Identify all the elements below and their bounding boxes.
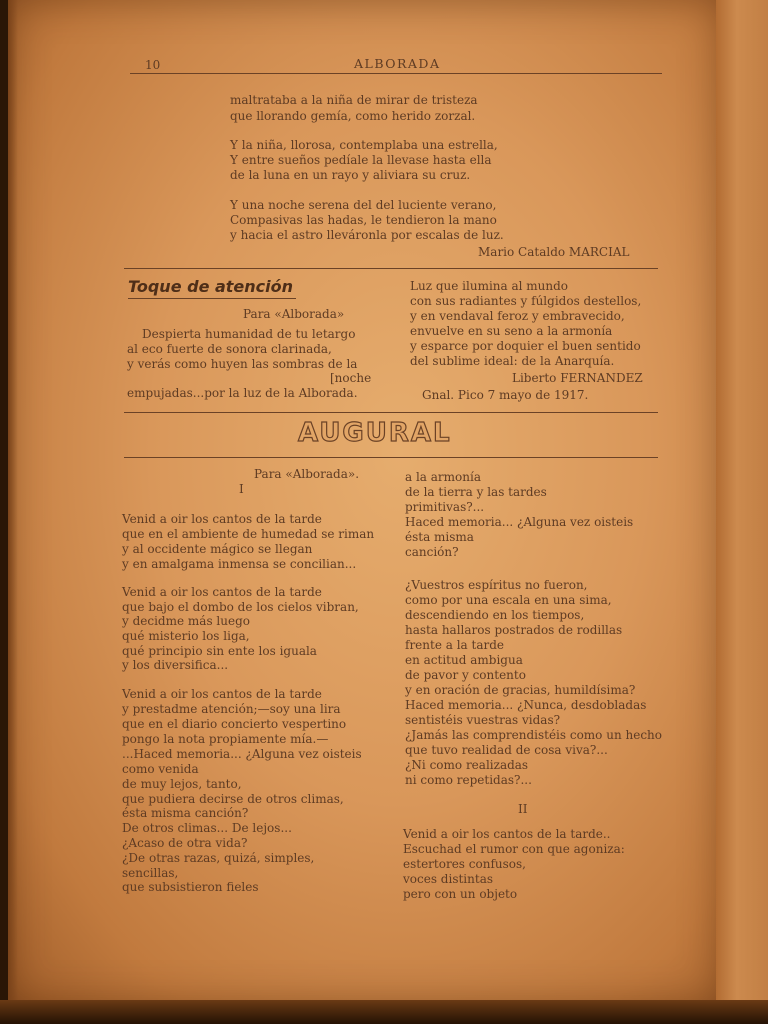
poem-top-line: Y la niña, llorosa, contemplaba una estrella, [230, 138, 498, 152]
augural-right-line: Escuchad el rumor con que agoniza: [403, 842, 625, 856]
augural-right-line: sentistéis vuestras vidas? [405, 713, 561, 727]
section-divider [124, 457, 658, 458]
augural-left-line: ¿De otras razas, quizá, simples, [122, 851, 315, 865]
augural-left-line: Venid a oir los cantos de la tarde [122, 512, 322, 526]
augural-right-line: primitivas?... [405, 500, 485, 514]
augural-left-line: ...Haced memoria... ¿Alguna vez oisteis [122, 747, 362, 761]
toque-title: Toque de atención [128, 277, 294, 296]
toque-dedication: Para «Alborada» [243, 307, 345, 321]
augural-left-line: ésta misma canción? [122, 806, 249, 820]
header-rule [130, 73, 662, 74]
augural-left-line: pongo la nota propiamente mía.— [122, 732, 329, 746]
toque-signature: Liberto FERNANDEZ [512, 371, 643, 385]
augural-left-line: y al occidente mágico se llegan [122, 542, 313, 556]
augural-dedication: Para «Alborada». [254, 467, 360, 481]
poem-top-line: maltrataba a la niña de mirar de tristeza [230, 93, 478, 107]
toque-right-line: envuelve en su seno a la armonía [410, 324, 613, 338]
toque-right-line: con sus radiantes y fúlgidos destellos, [410, 294, 642, 308]
augural-right-line: pero con un objeto [403, 887, 518, 901]
poem-top-line: que llorando gemía, como herido zorzal. [230, 109, 476, 123]
augural-right-line: ¿Jamás las comprendistéis como un hecho [405, 728, 662, 742]
augural-right-line: estertores confusos, [403, 857, 526, 871]
toque-right-line: y en vendaval feroz y embravecido, [410, 309, 625, 323]
augural-left-line: Venid a oir los cantos de la tarde [122, 585, 322, 599]
augural-right-line: ¿Vuestros espíritus no fueron, [405, 578, 588, 592]
poem-top-line: Y una noche serena del del luciente verano, [230, 198, 497, 212]
augural-left-line: que subsistieron fieles [122, 880, 259, 894]
augural-right-line: de pavor y contento [405, 668, 526, 682]
augural-right-line: voces distintas [403, 872, 493, 886]
toque-left-line: y verás como huyen las sombras de la [127, 357, 358, 371]
toque-left-line: Despierta humanidad de tu letargo [142, 327, 356, 341]
augural-title: AUGURAL [298, 418, 452, 448]
augural-left-line: Venid a oir los cantos de la tarde [122, 687, 322, 701]
augural-right-line: Venid a oir los cantos de la tarde.. [403, 827, 611, 841]
augural-right-line: ni como repetidas?... [405, 773, 532, 787]
augural-right-line: ¿Ni como realizadas [405, 758, 529, 772]
augural-left-line: que bajo el dombo de los cielos vibran, [122, 600, 359, 614]
augural-part-two-numeral: II [518, 802, 528, 816]
page-bottom-edge [0, 1000, 768, 1024]
toque-right-line: y esparce por doquier el buen sentido [410, 339, 641, 353]
toque-right-line: Luz que ilumina al mundo [410, 279, 569, 293]
next-page-edge [716, 0, 768, 1004]
augural-right-line: en actitud ambigua [405, 653, 523, 667]
augural-right-line: ésta misma [405, 530, 474, 544]
augural-right-line: como por una escala en una sima, [405, 593, 612, 607]
augural-right-line: hasta hallaros postrados de rodillas [405, 623, 623, 637]
augural-left-line: que pudiera decirse de otros climas, [122, 792, 344, 806]
poem-top-line: Y entre sueños pedíale la llevase hasta ella [230, 153, 492, 167]
toque-left-line: [noche [330, 371, 372, 385]
augural-left-line: sencillas, [122, 866, 179, 880]
toque-title-underline [128, 298, 296, 299]
augural-left-line: qué principio sin ente los iguala [122, 644, 317, 658]
augural-left-line: y en amalgama inmensa se concilian... [122, 557, 357, 571]
augural-right-line: descendiendo en los tiempos, [405, 608, 585, 622]
augural-left-line: como venida [122, 762, 199, 776]
augural-right-line: que tuvo realidad de cosa viva?... [405, 743, 608, 757]
augural-left-line: que en el ambiente de humedad se riman [122, 527, 375, 541]
augural-left-line: y prestadme atención;—soy una lira [122, 702, 341, 716]
augural-left-line: qué misterio los liga, [122, 629, 250, 643]
toque-place-date: Gnal. Pico 7 mayo de 1917. [422, 388, 589, 402]
augural-part-one-numeral: I [239, 482, 244, 496]
book-spine-shadow [8, 0, 18, 1004]
poem-top-line: y hacia el astro lleváronla por escalas de luz. [230, 228, 504, 242]
augural-right-line: Haced memoria... ¿Nunca, desdobladas [405, 698, 647, 712]
augural-right-line: y en oración de gracias, humildísima? [405, 683, 636, 697]
augural-left-line: y decidme más luego [122, 614, 250, 628]
augural-left-line: de muy lejos, tanto, [122, 777, 242, 791]
augural-right-line: frente a la tarde [405, 638, 505, 652]
section-divider [124, 412, 658, 413]
augural-right-line: a la armonía [405, 470, 481, 484]
section-divider [124, 268, 658, 269]
toque-right-line: del sublime ideal: de la Anarquía. [410, 354, 615, 368]
poem-top-signature: Mario Cataldo MARCIAL [478, 245, 630, 259]
augural-left-line: que en el diario concierto vespertino [122, 717, 347, 731]
augural-right-line: canción? [405, 545, 459, 559]
poem-top-line: de la luna en un rayo y aliviara su cruz. [230, 168, 471, 182]
page-number: 10 [145, 58, 161, 72]
augural-right-line: de la tierra y las tardes [405, 485, 547, 499]
running-header-title: ALBORADA [354, 56, 441, 71]
poem-top-line: Compasivas las hadas, le tendieron la mano [230, 213, 497, 227]
augural-right-line: Haced memoria... ¿Alguna vez oisteis [405, 515, 634, 529]
augural-left-line: De otros climas... De lejos... [122, 821, 292, 835]
augural-left-line: y los diversifica... [122, 658, 229, 672]
toque-left-line: al eco fuerte de sonora clarinada, [127, 342, 332, 356]
toque-left-line: empujadas...por la luz de la Alborada. [127, 386, 358, 400]
augural-left-line: ¿Acaso de otra vida? [122, 836, 248, 850]
